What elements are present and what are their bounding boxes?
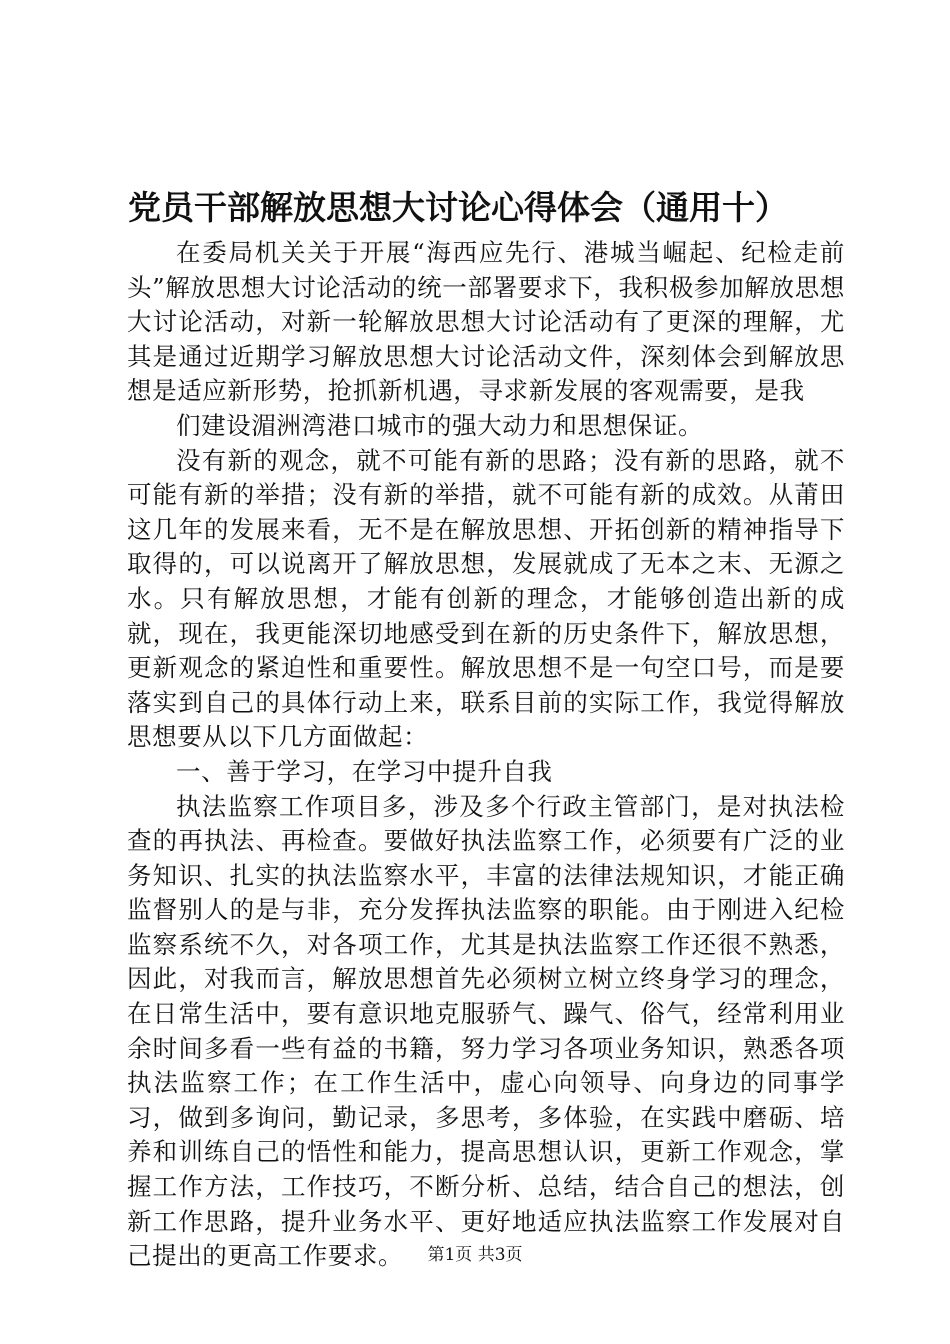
paragraph-intro-continued: 们建设湄洲湾港口城市的强大动力和思想保证。 [176,410,704,440]
paragraph-intro: 在委局机关关于开展“海西应先行、港城当崛起、纪检走前头”解放思想大讨论活动的统一部署要求下，我积极参加解放思想大讨论活动，对新一轮解放思想大讨论活动有了更深的理解，尤其是通过近期学习解放思想大讨论活动文件，深刻体会到解放思想是适应新形势，抢抓新机遇，寻求新发展的客观需要，是我 [127,238,845,406]
document-title: 党员干部解放思想大讨论心得体会（通用十） [128,188,788,227]
paragraph-new-ideas: 没有新的观念，就不可能有新的思路；没有新的思路，就不可能有新的举措；没有新的举措，就不可能有新的成效。从莆田这几年的发展来看，无不是在解放思想、开拓创新的精神指导下取得的，可以说离开了解放思想，发展就成了无本之末、无源之水。只有解放思想，才能有创新的理念，才能够创造出新的成就，现在，我更能深切地感受到在新的历史条件下，解放思想，更新观念的紧迫性和重要性。解放思想不是一句空口号，而是要落实到自己的具体行动上来，联系目前的实际工作，我觉得解放思想要从以下几方面做起： [127,445,845,752]
paragraph-learning: 执法监察工作项目多，涉及多个行政主管部门，是对执法检查的再执法、再检查。要做好执法监察工作，必须要有广泛的业务知识、扎实的执法监察水平，丰富的法律法规知识，才能正确监督别人的是与非，充分发挥执法监察的职能。由于刚进入纪检监察系统不久，对各项工作，尤其是执法监察工作还很不熟悉，因此，对我而言，解放思想首先必须树立树立终身学习的理念，在日常生活中，要有意识地克服骄气、躁气、俗气，经常利用业余时间多看一些有益的书籍，努力学习各项业务知识，熟悉各项执法监察工作；在工作生活中，虚心向领导、向身边的同事学习，做到多询问，勤记录，多思考，多体验，在实践中磨砺、培养和训练自己的悟性和能力，提高思想认识，更新工作观念，掌握工作方法，工作技巧，不断分析、总结，结合自己的想法，创新工作思路，提升业务水平、更好地适应执法监察工作发展对自己提出的更高工作要求。 [127,791,845,1271]
page-footer: 第1页 共3页 [427,1245,523,1265]
document-body [127,236,845,1274]
section-heading-learning: 一、善于学习，在学习中提升自我 [176,756,553,786]
